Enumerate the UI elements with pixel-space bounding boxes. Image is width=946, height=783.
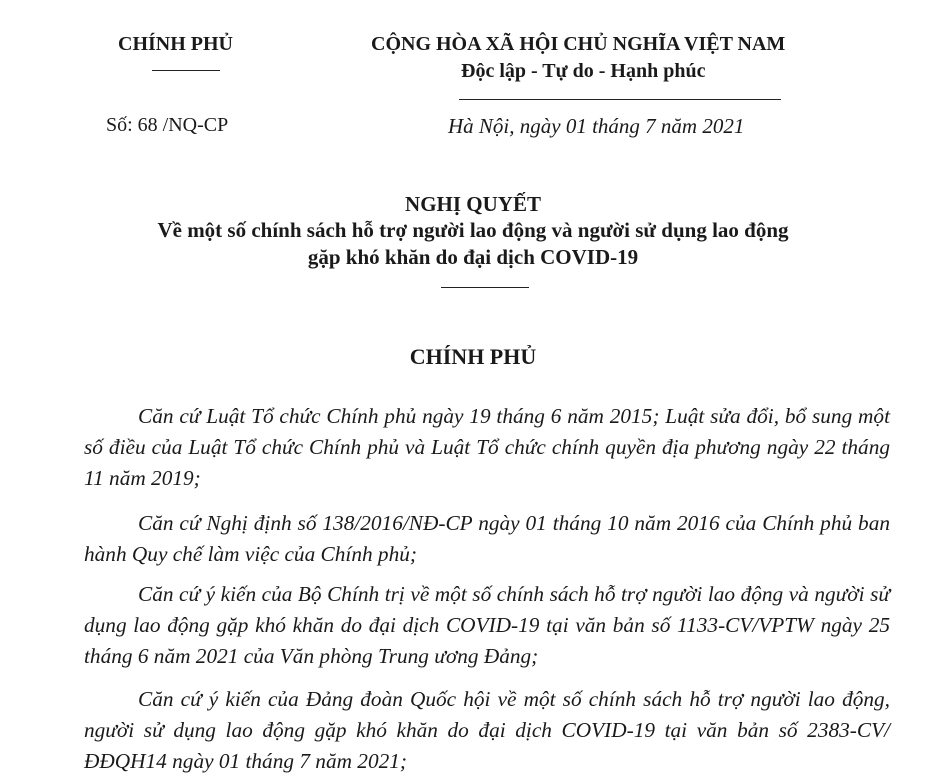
legal-basis-paragraph: Căn cứ Luật Tổ chức Chính phủ ngày 19 tháng 6 năm 2015; Luật sửa đổi, bổ sung một số điều của Luật Tổ chức Chính phủ và Luật Tổ chức chính quyền địa phương ngày 22 tháng 11 năm 2019; (84, 404, 890, 490)
document-type: NGHỊ QUYẾT (405, 192, 541, 216)
legal-basis-paragraph: Căn cứ Nghị định số 138/2016/NĐ-CP ngày 01 tháng 10 năm 2016 của Chính phủ ban hành Quy chế làm việc của Chính phủ; (84, 511, 890, 566)
subject-line-2: gặp khó khăn do đại dịch COVID-19 (307, 245, 639, 269)
motto-underline (459, 99, 781, 100)
nation-name: CỘNG HÒA XÃ HỘI CHỦ NGHĨA VIỆT NAM (371, 33, 786, 55)
legal-basis-paragraph: Căn cứ ý kiến của Đảng đoàn Quốc hội về một số chính sách hỗ trợ người lao động, người sử dụng lao động gặp khó khăn do đại dịch COVID-19 tại văn bản số 2383-CV/ĐĐQH14 ngày 01 tháng 7 năm 2021; (84, 687, 890, 773)
title-underline (441, 287, 529, 288)
issuing-authority: CHÍNH PHỦ (409, 344, 537, 369)
place-and-date: Hà Nội, ngày 01 tháng 7 năm 2021 (448, 114, 745, 138)
issuer-name: CHÍNH PHỦ (118, 33, 233, 55)
subject-line-1: Về một số chính sách hỗ trợ người lao động và người sử dụng lao động (157, 218, 789, 242)
issuer-underline (152, 70, 220, 71)
document-number: Số: 68 /NQ-CP (106, 114, 229, 136)
legal-basis-paragraph: Căn cứ ý kiến của Bộ Chính trị về một số chính sách hỗ trợ người lao động và người sử dụng lao động gặp khó khăn do đại dịch COVID-19 tại văn bản số 1133-CV/VPTW ngày 25 tháng 6 năm 2021 của Văn phòng Trung ương Đảng; (84, 582, 890, 668)
national-motto: Độc lập - Tự do - Hạnh phúc (461, 60, 706, 82)
